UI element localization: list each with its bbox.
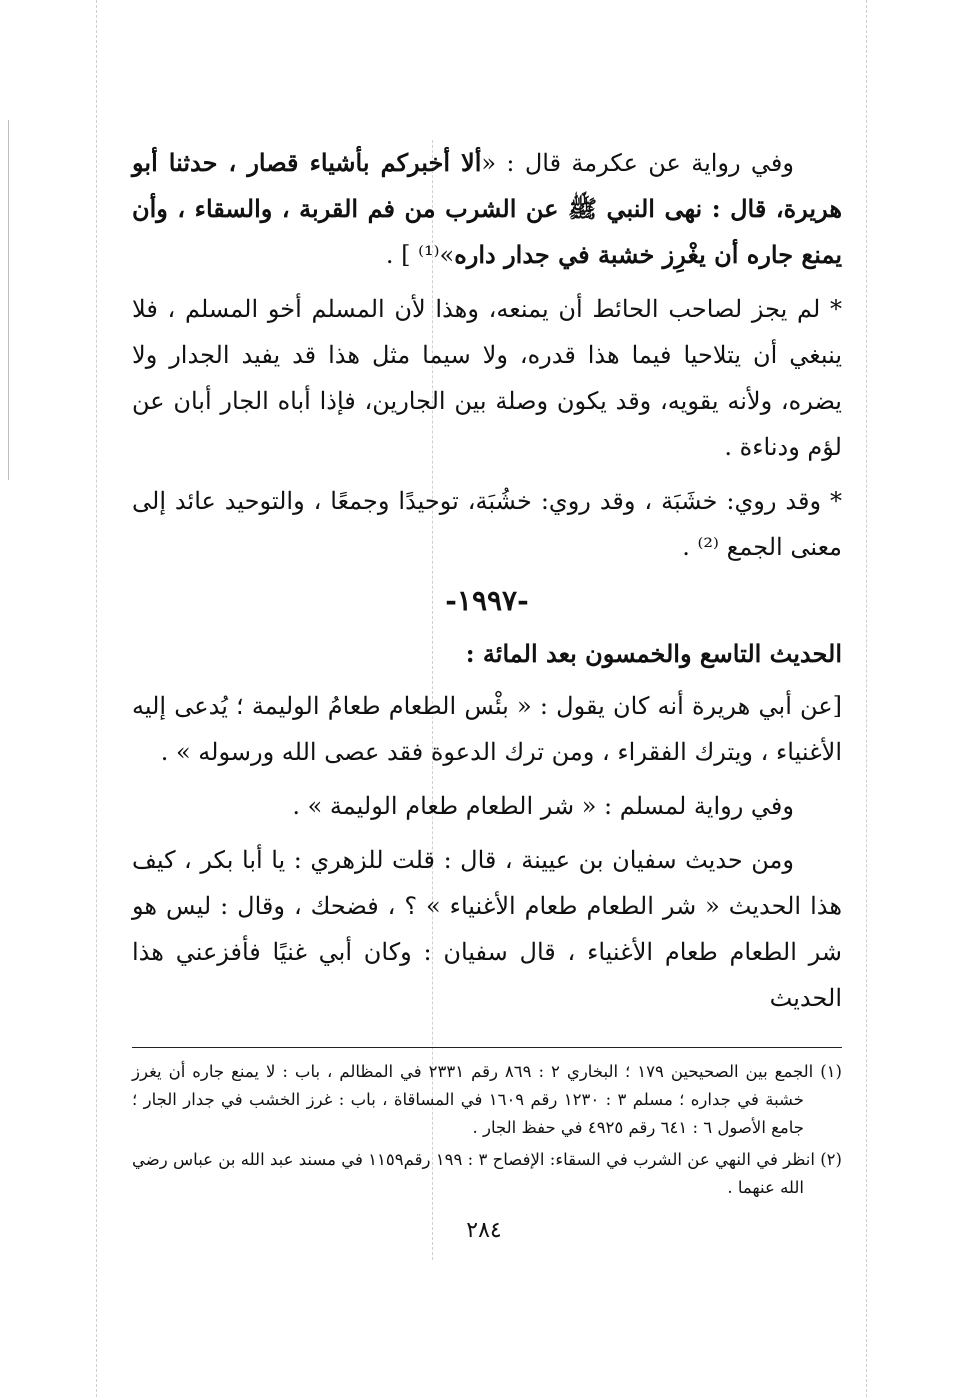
paragraph-intro: وفي رواية عن عكرمة قال : « [481,149,794,177]
hadith-number-heading: -١٩٩٧- [445,584,529,617]
paragraph-tail: »⁽¹⁾ ] . [385,241,455,269]
paragraph-commentary-wall: * لم يجز لصاحب الحائط أن يمنعه، وهذا لأن المسلم أخو المسلم ، فلا ينبغي أن يتلاحيا فيما هذا قدره، ولا سيما مثل هذا قد يفيد الجدار ولا يضره، ولأنه يقويه، وقد يكون وصلة بين الجارين، فإذا أباه الجار أبان عن لؤم ودناءة . [132,295,843,461]
paragraph-commentary-khashaba: * وقد روي: خشَبَة ، وقد روي: خشُبَة، توحيدًا وجمعًا ، والتوحيد عائد إلى معنى الجمع ⁽²⁾ . [132,487,842,561]
paragraph-ikrima-narration [132,140,842,278]
paragraph-muslim-narration: وفي رواية لمسلم : « شر الطعام طعام الوليمة » . [292,792,794,820]
paragraph-sufyan-narration: ومن حديث سفيان بن عيينة ، قال : قلت للزهري : يا أبا بكر ، كيف هذا الحديث « شر الطعام طعام الأغنياء » ؟ ، فضحك ، وقال : ليس هو شر الطعام طعام الأغنياء ، قال سفيان : وكان أبي غنيًا فأفزعني هذا الحديث [132,846,842,1012]
footnote-divider [132,1047,842,1048]
footnote-1: (١) الجمع بين الصحيحين ١٧٩ ؛ البخاري ٢ : ٨٦٩ رقم ٢٣٣١ في المظالم ، باب : لا يمنع جاره أن يغرز خشبة في جداره ؛ مسلم ٣ : ١٢٣٠ رقم ١٦٠٩ في المساقاة ، باب : غرز الخشب في جدار الجار ؛ جامع الأصول ٦ : ٦٤١ رقم ٤٩٢٥ في حفظ الجار . [132,1062,842,1137]
page-number: ٢٨٤ [466,1218,502,1243]
paragraph-hadith-text: [عن أبي هريرة أنه كان يقول : « بئْس الطعام طعامُ الوليمة ؛ يُدعى إليه الأغنياء ، ويترك الفقراء ، ومن ترك الدعوة فقد عصى الله ورسوله » . [132,692,842,766]
document-page [132,140,842,1206]
footnote-2: (٢) انظر في النهي عن الشرب في السقاء: الإفصاح ٣ : ١٩٩ رقم١١٥٩ في مسند عبد الله بن عباس رضي الله عنهما . [132,1150,842,1197]
paragraph-bold-text: ألا أخبركم بأشياء قصار ، حدثنا أبو هريرة، قال : نهى النبي ﷺ عن الشرب من فم القربة ، والسقاء ، وأن يمنع جاره أن يغْرِز خشبة في جدار داره [132,148,842,269]
scan-artifact-line [96,0,97,1397]
hadith-title: الحديث التاسع والخمسون بعد المائة : [465,639,842,668]
scan-artifact-line [866,0,867,1397]
scan-artifact-line [8,120,9,480]
